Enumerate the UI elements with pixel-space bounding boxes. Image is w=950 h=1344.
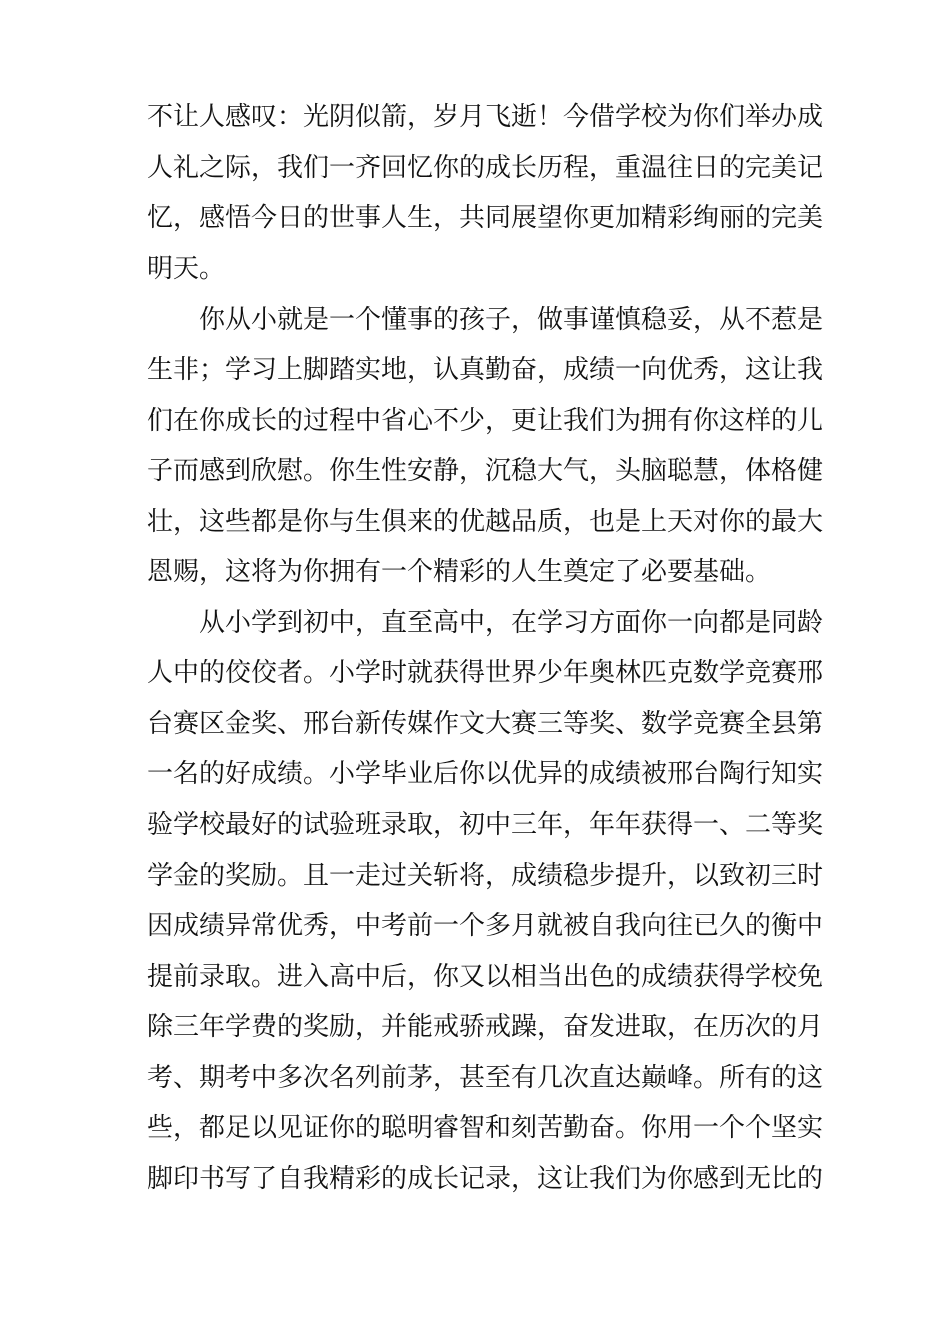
text-line: 除三年学费的奖励，并能戒骄戒躁，奋发进取，在历次的月	[147, 1012, 824, 1042]
text-line: 台赛区金奖、邢台新传媒作文大赛三等奖、数学竞赛全县第	[147, 709, 824, 739]
text-line: 明天。	[147, 254, 226, 284]
text-line: 提前录取。进入高中后，你又以相当出色的成绩获得学校免	[147, 962, 824, 992]
text-line: 生非；学习上脚踏实地，认真勤奋，成绩一向优秀，这让我	[147, 355, 824, 385]
text-line: 学金的奖励。且一走过关斩将，成绩稳步提升，以致初三时	[147, 861, 824, 891]
text-line: 因成绩异常优秀，中考前一个多月就被自我向往已久的衡中	[147, 911, 824, 941]
text-line: 子而感到欣慰。你生性安静，沉稳大气，头脑聪慧，体格健	[147, 456, 824, 486]
text-line: 恩赐，这将为你拥有一个精彩的人生奠定了必要基础。	[147, 557, 772, 587]
text-line: 些，都足以见证你的聪明睿智和刻苦勤奋。你用一个个坚实	[147, 1113, 824, 1143]
text-line: 人中的佼佼者。小学时就获得世界少年奥林匹克数学竞赛邢	[147, 658, 824, 688]
text-line: 一名的好成绩。小学毕业后你以优异的成绩被邢台陶行知实	[147, 759, 824, 789]
text-line: 忆，感悟今日的世事人生，共同展望你更加精彩绚丽的完美	[147, 203, 824, 233]
text-line: 你从小就是一个懂事的孩子，做事谨慎稳妥，从不惹是	[199, 305, 824, 335]
text-line: 壮，这些都是你与生俱来的优越品质，也是上天对你的最大	[147, 507, 824, 537]
text-line: 脚印书写了自我精彩的成长记录，这让我们为你感到无比的	[147, 1164, 824, 1194]
text-line: 考、期考中多次名列前茅，甚至有几次直达巅峰。所有的这	[147, 1063, 824, 1093]
text-line: 从小学到初中，直至高中，在学习方面你一向都是同龄	[199, 608, 824, 638]
text-line: 人礼之际，我们一齐回忆你的成长历程，重温往日的完美记	[147, 153, 824, 183]
text-line: 验学校最好的试验班录取，初中三年，年年获得一、二等奖	[147, 810, 824, 840]
text-line: 不让人感叹：光阴似箭，岁月飞逝！今借学校为你们举办成	[147, 102, 824, 132]
text-line: 们在你成长的过程中省心不少，更让我们为拥有你这样的儿	[147, 406, 824, 436]
